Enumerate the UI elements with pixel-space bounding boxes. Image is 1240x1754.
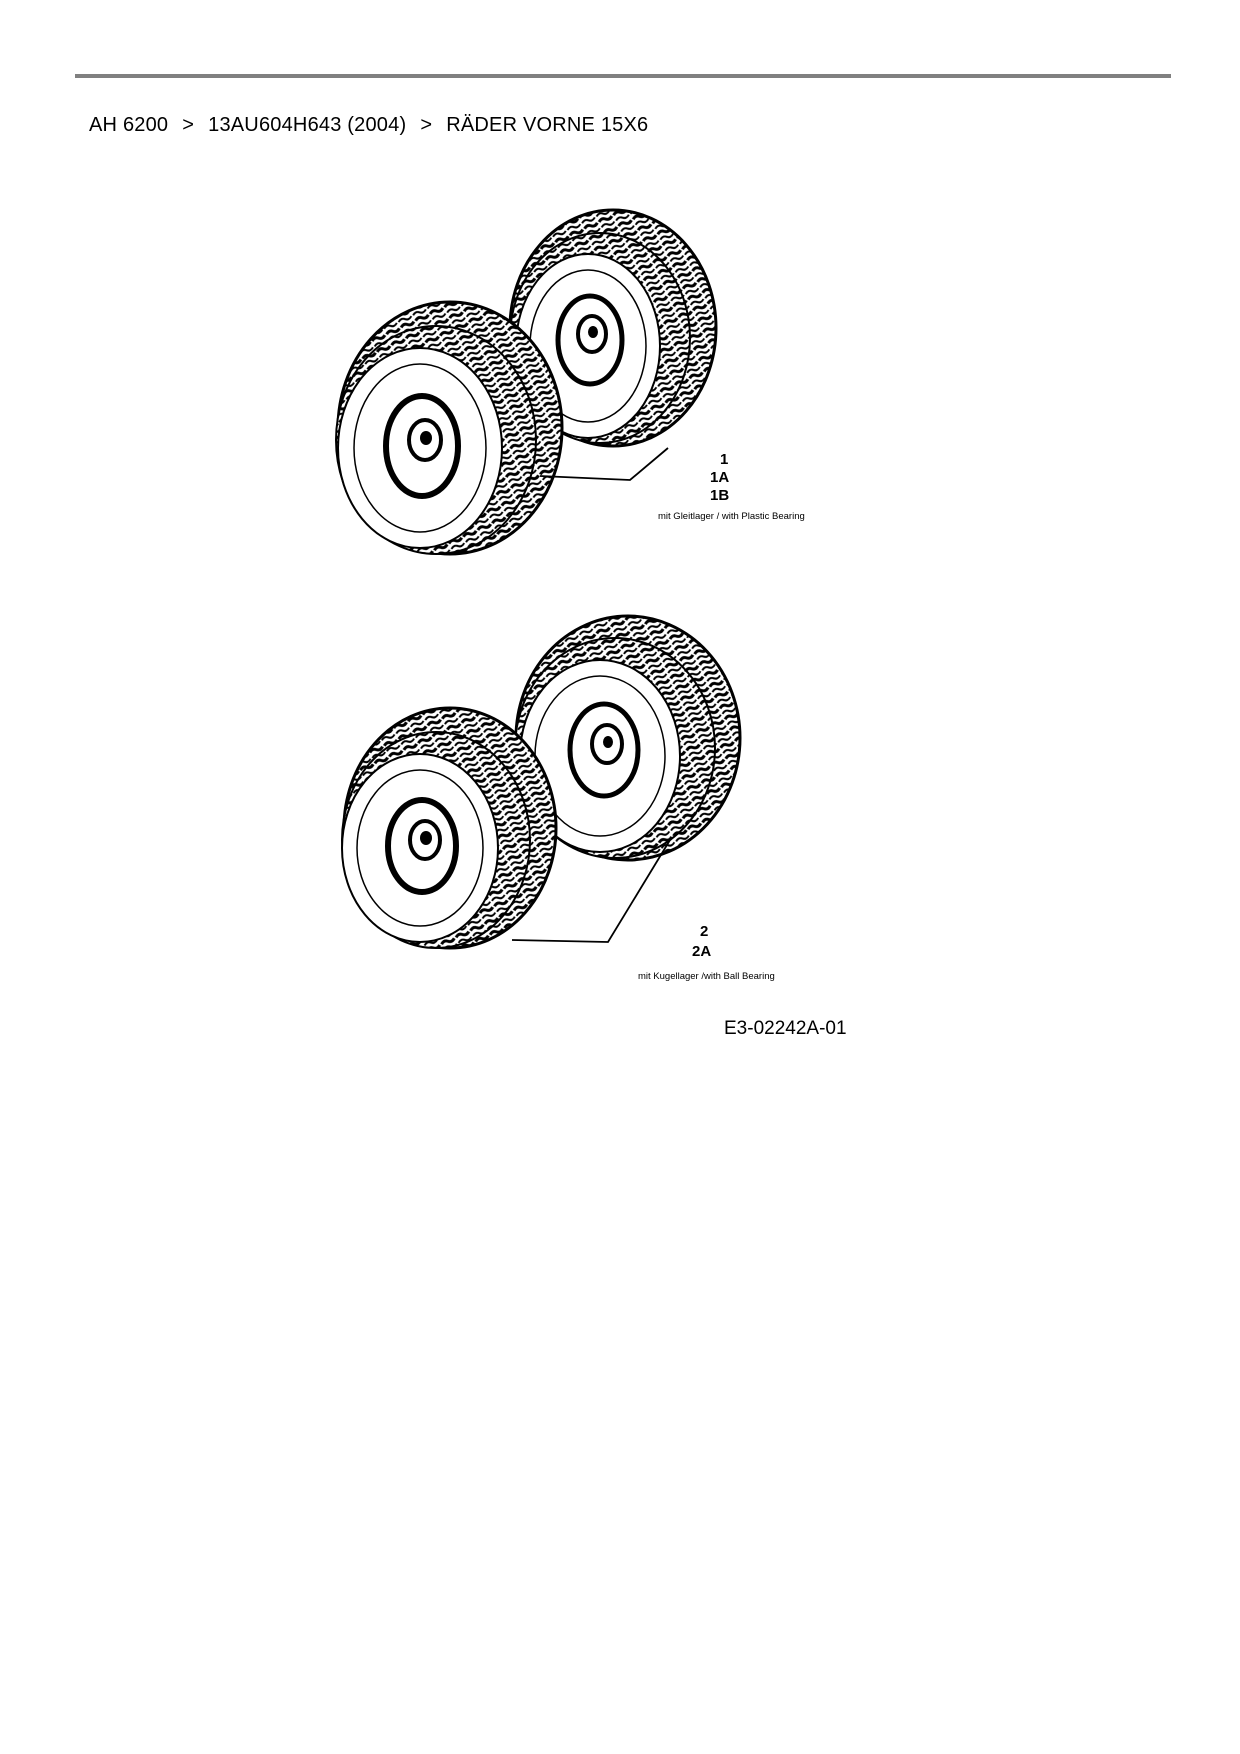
part-label: 1 — [720, 451, 729, 468]
breadcrumb — [89, 114, 648, 137]
wheel-2-front — [342, 708, 556, 948]
breadcrumb-separator: > — [420, 114, 433, 136]
part-label: 2A — [692, 943, 712, 960]
wheel-drawing — [270, 200, 910, 1200]
part-label: 2 — [700, 923, 709, 940]
bearing-note: mit Kugellager /with Ball Bearing — [638, 971, 775, 982]
breadcrumb-model[interactable]: AH 6200 — [89, 114, 169, 136]
part-label: 1A — [710, 469, 730, 486]
breadcrumb-separator: > — [182, 114, 195, 136]
part-label: 1B — [710, 487, 730, 504]
wheel-1-front — [336, 302, 562, 554]
breadcrumb-variant[interactable]: 13AU604H643 (2004) — [208, 114, 407, 136]
bearing-note: mit Gleitlager / with Plastic Bearing — [658, 511, 805, 522]
parts-diagram — [270, 200, 910, 1200]
top-divider — [75, 74, 1171, 78]
breadcrumb-section: RÄDER VORNE 15X6 — [446, 114, 649, 136]
drawing-code: E3-02242A-01 — [724, 1018, 847, 1039]
